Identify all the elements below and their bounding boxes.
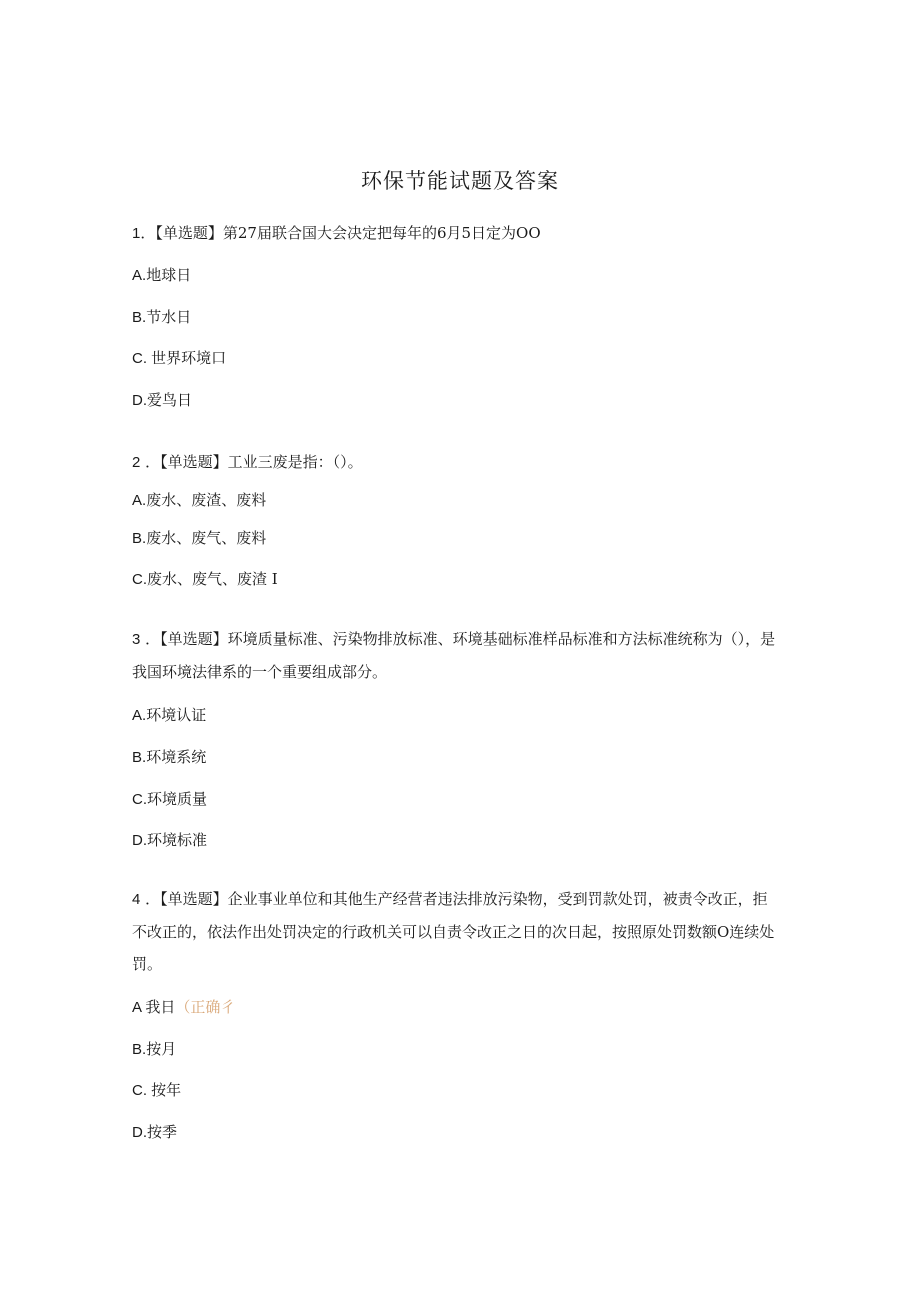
option-letter: A.	[132, 707, 147, 724]
option-letter: A.	[132, 267, 147, 284]
question-number: 3	[132, 631, 141, 648]
question-4-option-a	[132, 996, 235, 1017]
option-letter: D.	[132, 1124, 147, 1141]
option-letter: D.	[132, 392, 147, 409]
question-2-option-c	[132, 568, 278, 589]
question-3-option-d	[132, 829, 207, 850]
question-1-option-d	[132, 389, 192, 410]
option-text: 废水、废渣、废料	[146, 491, 267, 509]
option-text: 我日	[145, 998, 176, 1016]
question-number: 1	[132, 225, 141, 242]
question-1-option-b	[132, 306, 191, 327]
option-letter: C.	[132, 1082, 152, 1099]
option-text: 废水、废气、废料	[146, 529, 267, 547]
question-type-tag: ．【单选题】	[140, 630, 228, 648]
option-letter: C.	[132, 571, 147, 588]
question-text: 环境质量标准、污染物排放标准、环境基础标准样品标准和方法标准统称为（），是我国环境法律系的一个重要组成部分。	[132, 630, 776, 681]
option-text: 环境质量	[147, 790, 208, 808]
option-letter: B.	[132, 749, 147, 766]
question-2-option-b	[132, 527, 266, 548]
option-text: 世界环境口	[151, 349, 227, 367]
question-2-stem	[132, 451, 363, 472]
question-text: 第27届联合国大会决定把每年的6月5日定为OO	[222, 224, 541, 242]
question-1-stem	[132, 222, 541, 243]
option-text: 地球日	[146, 266, 192, 284]
option-letter: C.	[132, 350, 152, 367]
option-text: 爱鸟日	[147, 391, 193, 409]
question-2-option-a	[132, 489, 266, 510]
question-3-option-c	[132, 788, 207, 809]
option-letter: B.	[132, 530, 147, 547]
question-type-tag: ．【单选题】	[140, 890, 228, 908]
option-text: 按季	[147, 1123, 178, 1141]
question-number: 2	[132, 454, 141, 471]
question-text: 工业三废是指：（）。	[227, 453, 363, 471]
question-type-tag: ．【单选题】	[140, 224, 223, 242]
option-text: 节水日	[146, 308, 192, 326]
question-1-option-c	[132, 347, 226, 368]
option-letter: B.	[132, 1041, 147, 1058]
option-text: 按年	[151, 1081, 182, 1099]
question-1-option-a	[132, 264, 191, 285]
question-3-stem	[132, 623, 782, 688]
option-letter: D.	[132, 832, 147, 849]
question-3-option-a	[132, 704, 206, 725]
correct-answer-mark: （正确彳	[175, 998, 236, 1016]
option-text: 环境认证	[146, 706, 207, 724]
question-3-option-b	[132, 746, 206, 767]
document-title: 环保节能试题及答案	[361, 169, 559, 193]
question-4-option-b	[132, 1038, 176, 1059]
option-text: 废水、废气、废渣 I	[147, 570, 278, 588]
option-text: 环境标准	[147, 831, 208, 849]
option-letter: A	[132, 999, 146, 1016]
question-number: 4	[132, 891, 141, 908]
option-letter: A.	[132, 492, 147, 509]
question-4-stem	[132, 883, 782, 980]
option-letter: B.	[132, 309, 147, 326]
question-text: 企业事业单位和其他生产经营者违法排放污染物，受到罚款处罚，被责令改正，拒不改正的，依法作出处罚决定的行政机关可以自责令改正之日的次日起，按照原处罚数额O连续处罚。	[132, 890, 775, 973]
option-letter: C.	[132, 791, 147, 808]
question-4-option-c	[132, 1079, 181, 1100]
question-type-tag: ．【单选题】	[140, 453, 228, 471]
option-text: 按月	[146, 1040, 177, 1058]
question-4-option-d	[132, 1121, 177, 1142]
option-text: 环境系统	[146, 748, 207, 766]
